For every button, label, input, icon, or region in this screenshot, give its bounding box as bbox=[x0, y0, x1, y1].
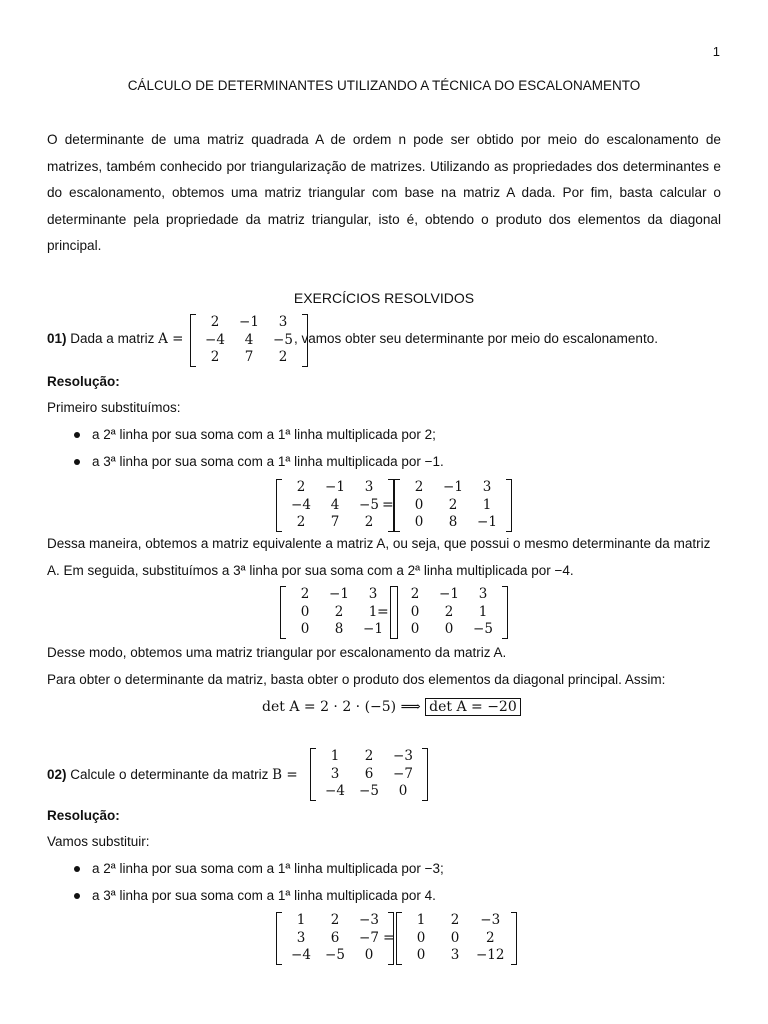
left-bracket bbox=[396, 912, 402, 965]
matrix-cell: −3 bbox=[359, 912, 379, 928]
matrix-cell: 0 bbox=[300, 621, 310, 637]
bullet-dot bbox=[74, 866, 80, 872]
matrix-cell: −1 bbox=[439, 586, 459, 602]
matrix-row bbox=[198, 314, 300, 332]
det-expression: det A = 2 · 2 · (−5) ⟹ bbox=[262, 699, 421, 715]
matrix-cell: 0 bbox=[398, 783, 408, 799]
matrix-cell: 1 bbox=[368, 603, 378, 620]
right-bracket bbox=[502, 586, 508, 639]
matrix-cell: −4 bbox=[291, 947, 311, 963]
matrix-cell: 2 bbox=[450, 912, 460, 928]
left-bracket bbox=[394, 479, 400, 532]
matrix-row bbox=[198, 349, 300, 367]
matrix-cell: −1 bbox=[363, 621, 383, 637]
matrix-cell: 2 bbox=[296, 514, 306, 530]
ex1-resolution-label: Resolução: bbox=[47, 374, 120, 389]
matrix-cell: 4 bbox=[244, 331, 254, 348]
ex1-text2b: A. Em seguida, substituímos a 3ª linha por sua soma com a 2ª linha multiplicada por −4. bbox=[47, 563, 574, 578]
matrix-cell: 0 bbox=[450, 929, 460, 946]
ex1-number: 01) bbox=[47, 331, 67, 346]
matrix-row bbox=[402, 497, 504, 515]
ex1-bullet-1: a 2ª linha por sua soma com a 1ª linha multiplicada por 2; bbox=[92, 427, 436, 442]
ex1-text4: Para obter o determinante da matriz, basta obter o produto dos elementos da diagonal principal. Assim: bbox=[47, 672, 666, 687]
matrix-cell: −12 bbox=[476, 947, 505, 963]
matrix-cell: 3 bbox=[368, 586, 378, 602]
matrix-row bbox=[288, 621, 390, 639]
matrix-cell: −3 bbox=[480, 912, 501, 928]
matrix-row bbox=[404, 912, 509, 930]
ex2-statement bbox=[47, 767, 298, 783]
matrix-row bbox=[402, 479, 504, 497]
matrix-cell: 8 bbox=[448, 514, 458, 530]
matrix-cell: 0 bbox=[410, 603, 420, 620]
matrix-row bbox=[288, 604, 390, 622]
matrix-cell: 1 bbox=[296, 912, 306, 928]
matrix-cell: −4 bbox=[205, 331, 225, 348]
ex1-text3: Desse modo, obtemos uma matriz triangular por escalonamento da matriz A. bbox=[47, 645, 507, 660]
matrix-row bbox=[284, 912, 386, 930]
matrix-cell: −5 bbox=[273, 331, 293, 348]
matrix-cell: 2 bbox=[364, 748, 374, 764]
ex1-step1-left-matrix bbox=[276, 479, 394, 532]
matrix-row bbox=[402, 514, 504, 532]
ex2-first-line: Vamos substituir: bbox=[47, 834, 150, 849]
section-title: EXERCÍCIOS RESOLVIDOS bbox=[293, 290, 475, 306]
matrix-cell: −5 bbox=[359, 496, 379, 513]
matrix-cell: 2 bbox=[278, 349, 288, 365]
matrix-cell: 1 bbox=[416, 912, 426, 928]
matrix-cell: 2 bbox=[414, 479, 424, 495]
matrix-row bbox=[404, 930, 509, 948]
equals-sign: = bbox=[382, 497, 394, 513]
matrix-cell: 3 bbox=[330, 765, 340, 782]
matrix-row bbox=[284, 947, 386, 965]
matrix-cell: 0 bbox=[414, 496, 424, 513]
right-bracket bbox=[511, 912, 517, 965]
ex1-step2-right-matrix bbox=[390, 586, 508, 639]
matrix-cell: −1 bbox=[239, 314, 259, 330]
matrix-cell: 3 bbox=[278, 314, 288, 330]
right-bracket bbox=[506, 479, 512, 532]
matrix-cell: 0 bbox=[300, 603, 310, 620]
matrix-cell: 2 bbox=[364, 514, 374, 530]
matrix-cell: 4 bbox=[330, 496, 340, 513]
matrix-cell: 2 bbox=[210, 349, 220, 365]
right-bracket bbox=[422, 748, 428, 801]
matrix-cell: 2 bbox=[334, 603, 344, 620]
matrix-cell: 1 bbox=[478, 603, 488, 620]
equals-sign: = bbox=[383, 930, 395, 946]
matrix-cell: 0 bbox=[364, 947, 374, 963]
matrix-cell: 0 bbox=[410, 621, 420, 637]
matrix-cell: 2 bbox=[330, 912, 340, 928]
ex2-prefix: Calcule o determinante da matriz bbox=[70, 767, 269, 782]
matrix-cell: 2 bbox=[300, 586, 310, 602]
ex1-prefix: Dada a matriz bbox=[70, 331, 155, 346]
matrix-cell: 6 bbox=[330, 929, 340, 946]
ex1-text2a: Dessa maneira, obtemos a matriz equivalente a matriz A, ou seja, que possui o mesmo determinante da matriz bbox=[47, 536, 711, 551]
matrix-row bbox=[318, 783, 420, 801]
matrix-row bbox=[318, 748, 420, 766]
matrix-cell: −5 bbox=[325, 947, 345, 963]
page-title: CÁLCULO DE DETERMINANTES UTILIZANDO A TÉCNICA DO ESCALONAMENTO bbox=[127, 78, 641, 93]
matrix-cell: 2 bbox=[485, 929, 495, 946]
matrix-cell: 2 bbox=[210, 314, 220, 330]
bullet-dot bbox=[74, 459, 80, 465]
ex1-matrix-name: A = bbox=[158, 331, 184, 347]
matrix-cell: 0 bbox=[416, 947, 426, 963]
matrix-row bbox=[398, 586, 500, 604]
matrix-cell: 7 bbox=[330, 514, 340, 530]
matrix-row bbox=[398, 604, 500, 622]
matrix-cell: 2 bbox=[410, 586, 420, 602]
ex2-matrix bbox=[310, 748, 428, 801]
matrix-cell: 3 bbox=[478, 586, 488, 602]
matrix-cell: −4 bbox=[325, 783, 345, 799]
ex2-matrix-name: B = bbox=[272, 767, 298, 783]
det-result: det A = −20 bbox=[425, 698, 521, 716]
matrix-cell: −1 bbox=[325, 479, 345, 495]
ex1-suffix: , vamos obter seu determinante por meio do escalonamento. bbox=[294, 331, 658, 346]
ex1-first-line: Primeiro substituímos: bbox=[47, 400, 181, 415]
ex1-matrix bbox=[190, 314, 308, 367]
ex2-step1-right-matrix bbox=[396, 912, 517, 965]
left-bracket bbox=[310, 748, 316, 801]
matrix-cell: −7 bbox=[359, 929, 379, 946]
matrix-cell: −4 bbox=[291, 496, 311, 513]
left-bracket bbox=[276, 912, 282, 965]
matrix-cell: 1 bbox=[330, 748, 340, 764]
matrix-cell: −7 bbox=[393, 765, 413, 782]
matrix-row bbox=[284, 497, 386, 515]
matrix-cell: 0 bbox=[414, 514, 424, 530]
ex1-step1-right-matrix bbox=[394, 479, 512, 532]
matrix-cell: 0 bbox=[416, 929, 426, 946]
ex2-bullet-1: a 2ª linha por sua soma com a 1ª linha multiplicada por −3; bbox=[92, 861, 444, 876]
ex2-step1-left-matrix bbox=[276, 912, 394, 965]
matrix-cell: −3 bbox=[393, 748, 413, 764]
matrix-cell: −5 bbox=[473, 621, 493, 637]
matrix-row bbox=[284, 930, 386, 948]
matrix-cell: 3 bbox=[296, 929, 306, 946]
matrix-cell: 0 bbox=[444, 621, 454, 637]
matrix-row bbox=[284, 479, 386, 497]
bullet-dot bbox=[74, 893, 80, 899]
ex2-bullet-2: a 3ª linha por sua soma com a 1ª linha multiplicada por 4. bbox=[92, 888, 436, 903]
matrix-cell: −1 bbox=[443, 479, 463, 495]
matrix-cell: 8 bbox=[334, 621, 344, 637]
left-bracket bbox=[190, 314, 196, 367]
matrix-cell: 3 bbox=[482, 479, 492, 495]
matrix-row bbox=[198, 332, 300, 350]
matrix-cell: 2 bbox=[444, 603, 454, 620]
intro-paragraph: O determinante de uma matriz quadrada A de ordem n pode ser obtido por meio do escalonamento de matrizes, também conhecido por triangularização de matrizes. Utilizando as propriedades dos determinantes e do escalonamento, obtemos uma matriz triangular com base na matriz A dada. Por fim, basta calcular o determinante pela propriedade da matriz triangular, isto é, obtendo o produto dos elementos da diagonal principal. bbox=[47, 132, 721, 254]
matrix-row bbox=[398, 621, 500, 639]
matrix-cell: −1 bbox=[477, 514, 497, 530]
bullet-dot bbox=[74, 432, 80, 438]
matrix-cell: 3 bbox=[450, 947, 460, 963]
matrix-cell: 7 bbox=[244, 349, 254, 365]
matrix-cell: 2 bbox=[448, 496, 458, 513]
ex1-statement bbox=[47, 331, 183, 347]
matrix-cell: 6 bbox=[364, 765, 374, 782]
ex2-resolution-label: Resolução: bbox=[47, 808, 120, 823]
ex1-bullet-2: a 3ª linha por sua soma com a 1ª linha multiplicada por −1. bbox=[92, 454, 444, 469]
matrix-cell: 2 bbox=[296, 479, 306, 495]
left-bracket bbox=[280, 586, 286, 639]
matrix-cell: 3 bbox=[364, 479, 374, 495]
matrix-row bbox=[318, 766, 420, 784]
ex1-determinant bbox=[262, 699, 521, 715]
equals-sign: = bbox=[377, 604, 389, 620]
matrix-row bbox=[404, 947, 509, 965]
left-bracket bbox=[276, 479, 282, 532]
left-bracket bbox=[390, 586, 396, 639]
page-number: 1 bbox=[712, 44, 720, 59]
matrix-cell: −1 bbox=[329, 586, 349, 602]
matrix-row bbox=[288, 586, 390, 604]
matrix-row bbox=[284, 514, 386, 532]
ex2-number: 02) bbox=[47, 767, 67, 782]
matrix-cell: −5 bbox=[359, 783, 379, 799]
matrix-cell: 1 bbox=[482, 496, 492, 513]
